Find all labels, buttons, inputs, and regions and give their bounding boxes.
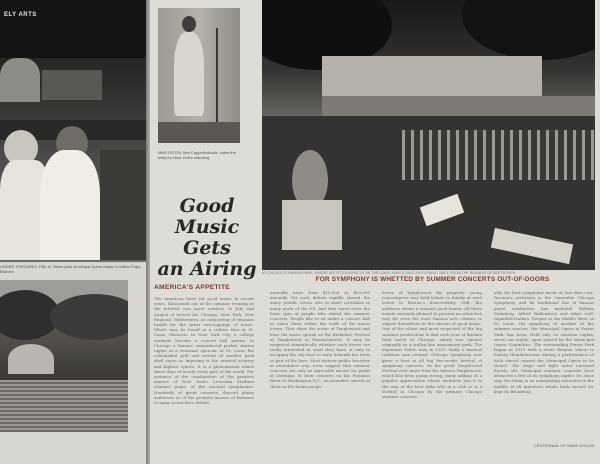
photo-stage <box>42 70 102 100</box>
left-photo-caption: UNDER TORCHING: Fifth st. Nesin park Municipal Opera draws 9 million Pops, Brahms <box>0 264 142 274</box>
photo-folding-chairs <box>402 130 595 180</box>
photo-trees <box>50 294 128 340</box>
photo-seated-audience <box>0 380 128 432</box>
body-column-2: normally rates from $10,000 to $80,000 annually. Yet such debuts rapidly shared the many prolific voices who in short schedules in many parts of the US, and they serve show the basic spot of people who attend the summer concerts. People like to sit under a concert hall or name them within the walls of the music lovers. That show the scene of Tanglewood and hear the music spread on the Berkshire Festival in Tanglewood in Massachusetts. It may be surprised dramatically whether such lovers are really interested in what they hear, or only in escaping the city heat to stars beneath the trees or pair of the hero. Most historic public favorites at attendance way: even suggest that summer concerts are only an agreeable excuse for parks at listening. In their concerts on the Potomac River at Washington D.C., an attended concert of those at the found people <box>270 290 370 389</box>
corner-sign-text: ELY ARTS <box>4 12 37 18</box>
photo-singer-head <box>182 16 196 32</box>
photo-lawn-far <box>322 96 595 116</box>
photo-pavilion <box>322 56 542 96</box>
photo-ravinia-lawn-crowd <box>262 0 595 270</box>
article-headline <box>150 196 264 280</box>
body-column-4: ably the best symphonic music at less than cost. Ravinia's orchestra is the venerable Chicago Symphony, and its traditional line of famous guest conductors has included William Steinberg, Alfred Wallenstein and other well-regarded leaders. Deeper in the Middle West, in St. Louis, the symphony of another of the summer reaches, the Municipal Opera in Forest Park, has been. Held only on vacation nights, seven out nights, open spared by the Municipal Opera Committee. The surrounding Forest Park began in 1919 with a stone theater, where in history thunderstorms during a performance of Aida almost caused the Municipal Opera to be closed. The stage and right outer enclosed Forest, the Municipal summer concerts have attracted a few of its symphony nights. Its since way, the Muny is an outstanding attractive in the middle of all America's whole back exceed for kept its Broadway. <box>494 290 594 394</box>
photo-folding-chair <box>282 200 342 250</box>
page-footer: CENTENNIAL OF WAVE IDEA 55 <box>533 443 594 448</box>
section-title: AMERICA'S APPETITE <box>154 284 230 291</box>
photo-microphone-stand <box>216 28 218 128</box>
headline-line: Good Music <box>174 195 240 238</box>
headline-line: Gets <box>183 237 231 259</box>
headline-line: an Airing <box>157 258 257 280</box>
photo-shadow <box>100 150 146 260</box>
photo-outdoor-amphitheater <box>0 280 128 432</box>
body-column-3: lovers of Tanglewood the property, young concertgoers may hold tickets to Smoky at wool lovers to Boston's Koussevitzky. Still, the audience seems a unusual good humor. All three events seriously pleased to present an attractive way for even the most famous arts citizens to expose themselves to the charms of good music. One of the oldest and most respected of the big summer productions is that each year of Ravinia Park north of Chicago, which was opened originally as a trolley-line amusement park. The important Seled, may in 1937, lastly a musical tradition was created. Chicago Symphony now gives a best in all big five-weeks festival of symphony concerts. At the great Tanglewood Festival over more than the famous Tanglewood, which has been going strong, many adding as a popular appreciation whose members join it in the way of the best folks who in a club or is a Yorkish in Chicago by the primary Chicago summer concerts. <box>382 290 482 400</box>
crowd-caption: AT CHICAGO'S RAVINIA PARK, WHERE ARTISTS'S MUSIC IS ON THE LAWN, MAKES DAYS AN EVENING ONCE FROM THE REMAINS OF BEETHOVEN <box>262 271 516 275</box>
photo-singer-on-stage <box>158 8 240 143</box>
left-page <box>0 0 150 464</box>
article-subhead: FOR SYMPHONY IS WHETTED BY SUMMER CONCERTS OUT-OF-DOORS <box>315 276 550 283</box>
singer-caption: MIMI FATON, Met Cappellodiscta- cates the ledly for Now York's standing <box>158 150 236 160</box>
body-column-1: The American lover for good music in recent years, blossomed out of the summer evening as the interest was more outdoor. In July and August of record the Chicago, New York, New England, Midwestern, as outpouring of vitamins health for the great outcroppings of music. Which may be found in a culture that at St. Louis, Missouri. In New York City, a college students become a concert hall patron. In Chicago a famous unnumbered pocket station nights in a seasonal open-air at St. Louis the colonnaded grill and retreat of another park shell races as imposing is the musical scenery and highest spirits. It is a phenomenon which these days of nearly every part of the world. For instance of the combination of the greatest masses of New York's Lewisohn Stadium summer pages of the musical symphonies. Hundreds of great concerts, discord plains audiences as of the greatest masses of listeners to many Lewisohn's debuts. <box>154 296 254 406</box>
photo-night-sky <box>0 0 146 58</box>
photo-spectator-dress <box>40 150 100 260</box>
photo-foliage <box>462 0 595 60</box>
photo-bandshell <box>8 344 54 374</box>
right-page <box>150 0 600 464</box>
photo-singer-gown <box>174 32 204 116</box>
photo-bandshell <box>0 58 40 102</box>
photo-stage-floor <box>158 122 240 143</box>
photo-hollywood-bowl-audience <box>0 0 146 262</box>
